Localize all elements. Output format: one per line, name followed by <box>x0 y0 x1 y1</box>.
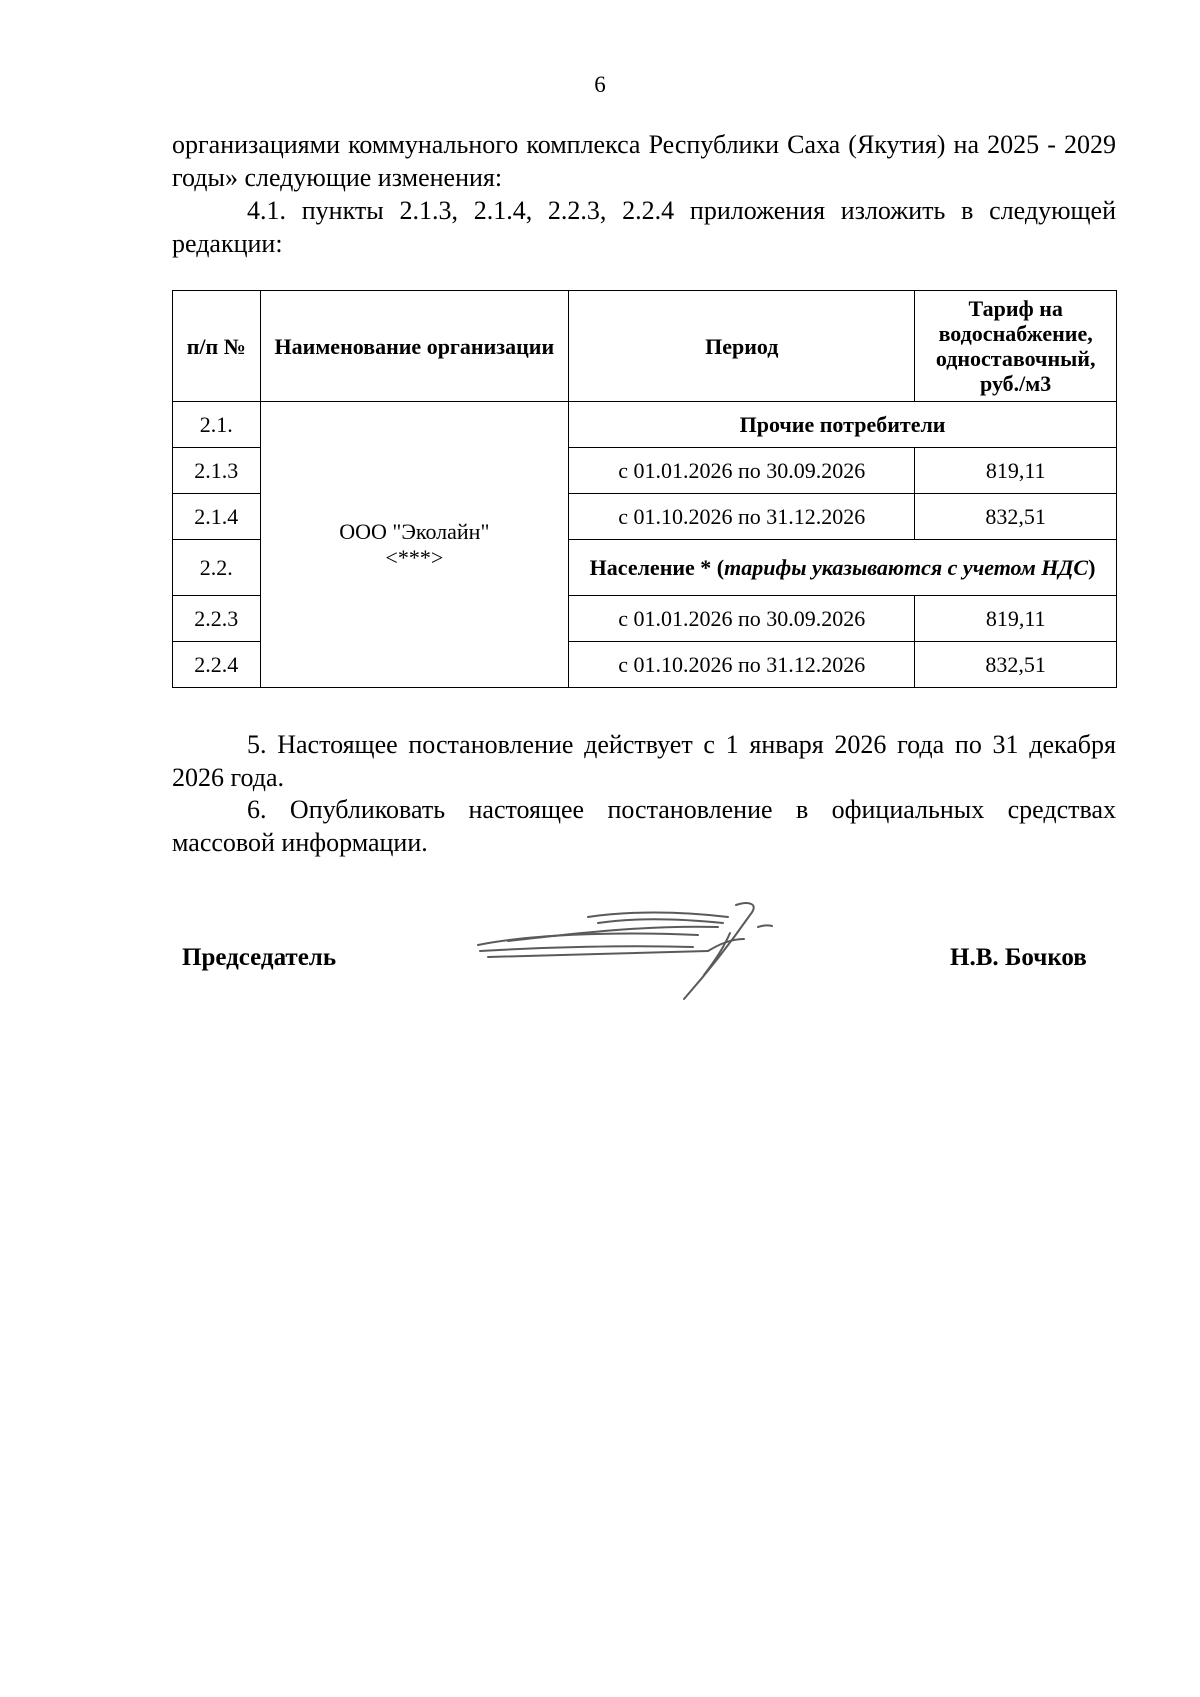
effective-date-paragraph: 5. Настоящее постановление действует с 1 января 2026 года по 31 декабря 2026 года. <box>172 730 1116 792</box>
row-tariff: 832,51 <box>915 494 1117 540</box>
group-title-italic: тарифы указываются с учетом НДС <box>724 554 1089 580</box>
intro-paragraph-continuation: организациями коммунального комплекса Республики Саха (Якутия) на 2025 - 2029 годы» следующие изменения: <box>172 130 1116 192</box>
tariff-table <box>172 290 1117 688</box>
row-tariff: 819,11 <box>915 596 1117 642</box>
table-row <box>173 402 1117 448</box>
row-num: 2.2. <box>173 540 261 596</box>
signatory-name: Н.В. Бочков <box>950 944 1087 971</box>
row-period: с 01.10.2026 по 31.12.2026 <box>569 642 915 688</box>
page-number: 6 <box>594 72 606 97</box>
row-period: с 01.01.2026 по 30.09.2026 <box>569 596 915 642</box>
row-tariff: 832,51 <box>915 642 1117 688</box>
row-num: 2.2.4 <box>173 642 261 688</box>
intro-paragraph-amendment: 4.1. пункты 2.1.3, 2.1.4, 2.2.3, 2.2.4 приложения изложить в следующей редакции: <box>172 196 1116 258</box>
group-title-population <box>569 540 1117 596</box>
header-organization: Наименование организации <box>260 291 569 402</box>
row-num: 2.1. <box>173 402 261 448</box>
handwritten-signature <box>468 895 788 1005</box>
row-num: 2.2.3 <box>173 596 261 642</box>
row-num: 2.1.3 <box>173 448 261 494</box>
publication-paragraph: 6. Опубликовать настоящее постановление в официальных средствах массовой информации. <box>172 795 1116 857</box>
organization-note: <***> <box>385 544 444 570</box>
row-period: с 01.10.2026 по 31.12.2026 <box>569 494 915 540</box>
row-tariff: 819,11 <box>915 448 1117 494</box>
signatory-title: Председатель <box>182 944 337 971</box>
row-num: 2.1.4 <box>173 494 261 540</box>
header-tariff: Тариф на водоснабжение, одноставочный, руб./м3 <box>915 291 1117 402</box>
row-period: с 01.01.2026 по 30.09.2026 <box>569 448 915 494</box>
organization-name: ООО "Эколайн" <box>339 518 490 544</box>
group-title-end: ) <box>1088 554 1096 580</box>
group-title-other-consumers: Прочие потребители <box>569 402 1117 448</box>
header-period: Период <box>569 291 915 402</box>
group-title-start: Население * ( <box>589 554 725 580</box>
table-header-row <box>173 291 1117 402</box>
organization-cell <box>260 402 569 688</box>
header-num: п/п № <box>173 291 261 402</box>
